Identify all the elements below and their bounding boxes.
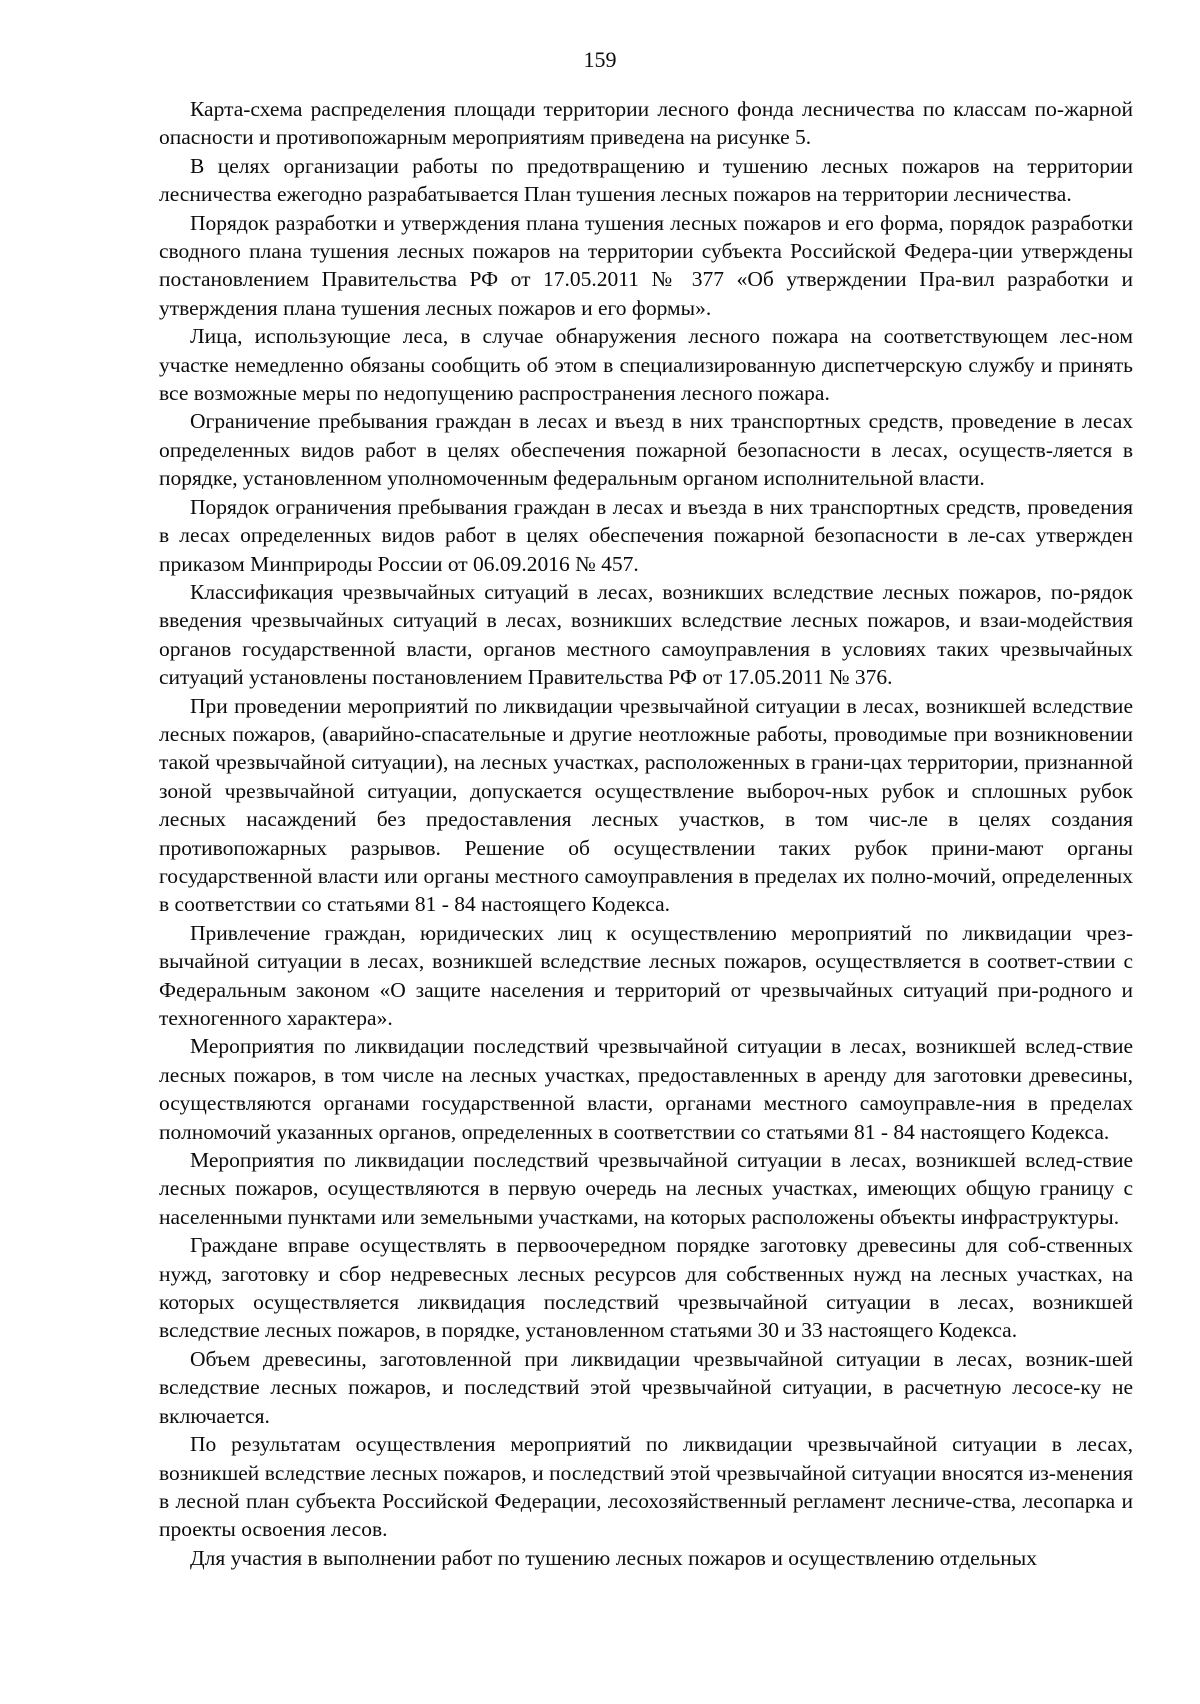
paragraph-fire-map-reference: Карта-схема распределения площади территории лесного фонда лесничества по классам по-жарной опасности и противопожарным мероприятиям приведена на рисунке 5.	[159, 97, 1133, 150]
paragraph-plan-changes: По результатам осуществления мероприятий по ликвидации чрезвычайной ситуации в лесах, возникшей вследствие лесных пожаров, и последствий этой чрезвычайной ситуации вносятся из-менения в лесной план субъекта Российской Федерации, лесохозяйственный регламент лесниче-ства, лесопарка и проекты освоения лесов.	[159, 1432, 1133, 1542]
paragraph-citizen-harvesting: Граждане вправе осуществлять в первоочередном порядке заготовку древесины для соб-ственных нужд, заготовку и сбор недревесных лесных ресурсов для собственных нужд на лесных участках, на которых осуществляется ликвидация последствий чрезвычайной ситуации в лесах, возникшей вследствие лесных пожаров, в порядке, установленном статьями 30 и 33 настоящего Кодекса.	[159, 1233, 1133, 1343]
paragraph-participation: Для участия в выполнении работ по тушению лесных пожаров и осуществлению отдельных	[190, 1545, 1037, 1570]
paragraph-forest-users: Лица, использующие леса, в случае обнаружения лесного пожара на соответствующем лес-ном участке немедленно обязаны сообщить об этом в специализированную диспетчерскую службу и принять все возможные меры по недопущению распространения лесного пожара.	[159, 324, 1133, 406]
paragraph-consequence-measures: Мероприятия по ликвидации последствий чрезвычайной ситуации в лесах, возникшей вслед-ствие лесных пожаров, в том числе на лесных участках, предоставленных в аренду для заготовки древесины, осуществляются органами государственной власти, органами местного самоуправле-ния в пределах полномочий указанных органов, определенных в соответствии со статьями 81 - 84 настоящего Кодекса.	[159, 1034, 1133, 1144]
paragraph-restriction-order: Порядок ограничения пребывания граждан в лесах и въезда в них транспортных средств, проведения в лесах определенных видов работ в целях обеспечения пожарной безопасности в ле-сах утвержден приказом Минприроды России от 06.09.2016 № 457.	[159, 494, 1133, 576]
paragraph-access-restriction: Ограничение пребывания граждан в лесах и въезд в них транспортных средств, проведение в лесах определенных видов работ в целях обеспечения пожарной безопасности в лесах, осуществ-ляется в порядке, установленном уполномоченным федеральным органом исполнительной власти.	[159, 409, 1133, 491]
paragraph-priority-areas: Мероприятия по ликвидации последствий чрезвычайной ситуации в лесах, возникшей вслед-ствие лесных пожаров, осуществляются в первую очередь на лесных участках, имеющих общую границу с населенными пунктами или земельными участками, на которых расположены объекты инфраструктуры.	[159, 1148, 1133, 1229]
paragraph-emergency-classification: Классификация чрезвычайных ситуаций в лесах, возникших вследствие лесных пожаров, по-рядок введения чрезвычайных ситуаций в лесах, возникших вследствие лесных пожаров, и взаи-модействия органов государственной власти, органов местного самоуправления в условиях таких чрезвычайных ситуаций установлены постановлением Правительства РФ от 17.05.2011 № 376.	[159, 579, 1133, 690]
document-body	[159, 95, 1133, 1572]
paragraph-wood-volume: Объем древесины, заготовленной при ликвидации чрезвычайной ситуации в лесах, возник-шей вследствие лесных пожаров, и последствий этой чрезвычайной ситуации, в расчетную лесосе-ку не включается.	[159, 1346, 1133, 1428]
paragraph-citizen-involvement: Привлечение граждан, юридических лиц к осуществлению мероприятий по ликвидации чрез-вычайной ситуации в лесах, возникшей вследствие лесных пожаров, осуществляется в соответ-ствии с Федеральным законом «О защите населения и территорий от чрезвычайных ситуаций при-родного и техногенного характера».	[159, 920, 1133, 1030]
paragraph-plan-procedure: Порядок разработки и утверждения плана тушения лесных пожаров и его форма, порядок разработки сводного плана тушения лесных пожаров на территории субъекта Российской Федера-ции утверждены постановлением Правительства РФ от 17.05.2011 № 377 «Об утверждении Пра-вил разработки и утверждения плана тушения лесных пожаров и его формы».	[159, 210, 1133, 320]
page-number: 159	[583, 47, 617, 72]
paragraph-fire-plan: В целях организации работы по предотвращению и тушению лесных пожаров на территории лесничества ежегодно разрабатывается План тушения лесных пожаров на территории лесничества.	[159, 153, 1133, 207]
paragraph-emergency-logging: При проведении мероприятий по ликвидации чрезвычайной ситуации в лесах, возникшей вследствие лесных пожаров, (аварийно-спасательные и другие неотложные работы, проводимые при возникновении такой чрезвычайной ситуации), на лесных участках, расположенных в грани-цах территории, признанной зоной чрезвычайной ситуации, допускается осуществление выбороч-ных рубок и сплошных рубок лесных насаждений без предоставления лесных участков, в том чис-ле в целях создания противопожарных разрывов. Решение об осуществлении таких рубок прини-мают органы государственной власти или органы местного самоуправления в пределах их полно-мочий, определенных в соответствии со статьями 81 - 84 настоящего Кодекса.	[159, 693, 1133, 917]
